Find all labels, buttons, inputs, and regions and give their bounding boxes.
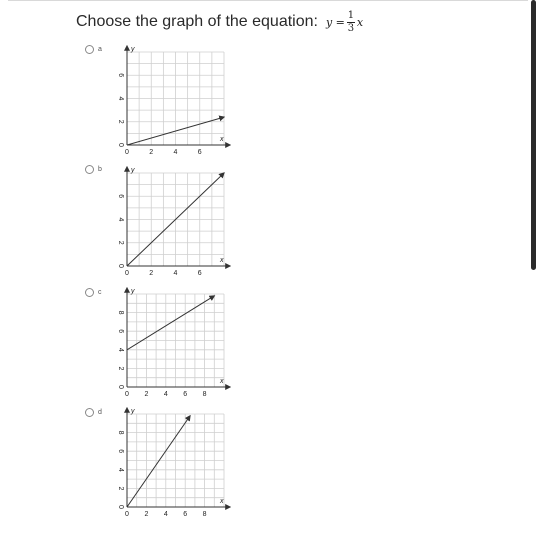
y-tick-label: 4 [117,217,125,222]
x-tick-label: 0 [125,149,129,156]
equation [326,11,363,34]
equation-fraction [347,11,355,34]
grid-lines [127,414,224,507]
y-tick-label: 0 [117,505,125,509]
y-tick-label: 6 [117,449,125,454]
option-c-letter: c [98,289,102,296]
option-b-radio[interactable] [85,165,94,174]
y-axis-label: y [131,288,135,295]
y-tick-label: 0 [117,264,125,268]
option-d-graph[interactable] [114,407,234,522]
y-axis-label: y [131,167,135,174]
option-a-radio[interactable] [85,45,94,54]
y-tick-label: 2 [117,366,125,371]
fraction-numerator: 1 [347,9,355,21]
question [76,9,363,35]
option-c-radio[interactable] [85,288,94,297]
x-tick-label: 0 [125,511,129,518]
option-d-letter: d [98,409,102,416]
x-tick-label: 4 [173,270,178,277]
option-b[interactable] [85,165,102,174]
x-tick-label: 2 [149,270,154,277]
x-axis-label: x [220,136,224,143]
equation-lhs: y = [325,15,345,29]
y-tick-label: 0 [117,385,125,389]
x-tick-label: 8 [202,391,207,398]
option-c[interactable] [85,288,102,297]
equation-variable: x [356,15,364,29]
x-tick-label: 4 [163,511,168,518]
x-tick-label: 2 [144,511,149,518]
fraction-denominator: 3 [347,22,355,34]
y-tick-label: 6 [117,194,125,199]
y-tick-label: 4 [117,96,125,101]
option-d[interactable] [85,408,102,417]
option-b-letter: b [98,166,102,173]
y-tick-label: 8 [117,310,125,315]
x-tick-label: 8 [202,511,207,518]
x-tick-label: 6 [183,391,188,398]
y-tick-label: 6 [117,73,125,78]
x-axis-label: x [220,257,224,264]
y-tick-label: 2 [117,240,125,245]
option-c-graph[interactable] [114,287,234,402]
question-prompt: Choose the graph of the equation: [76,13,318,30]
option-a[interactable] [85,45,102,54]
x-tick-label: 4 [163,391,168,398]
y-axis-label: y [131,46,135,53]
option-a-letter: a [98,46,102,53]
x-tick-label: 6 [197,149,202,156]
x-tick-label: 6 [197,270,202,277]
y-tick-label: 0 [117,143,125,147]
y-tick-label: 6 [117,329,125,334]
y-axis-label: y [131,408,135,415]
option-d-radio[interactable] [85,408,94,417]
y-tick-label: 2 [117,119,125,124]
series-line [127,296,214,350]
x-tick-label: 4 [173,149,178,156]
y-tick-label: 4 [117,467,125,472]
y-tick-label: 4 [117,347,125,352]
x-tick-label: 2 [144,391,149,398]
x-tick-label: 6 [183,511,188,518]
option-b-graph[interactable] [114,166,234,281]
option-a-graph[interactable] [114,45,234,160]
y-tick-label: 2 [117,486,125,491]
x-axis-label: x [220,378,224,385]
x-axis-label: x [220,498,224,505]
x-tick-label: 0 [125,391,129,398]
scrollbar-thumb[interactable] [531,0,536,270]
top-border [8,0,539,1]
y-tick-label: 8 [117,430,125,435]
x-tick-label: 0 [125,270,129,277]
x-tick-label: 2 [149,149,154,156]
